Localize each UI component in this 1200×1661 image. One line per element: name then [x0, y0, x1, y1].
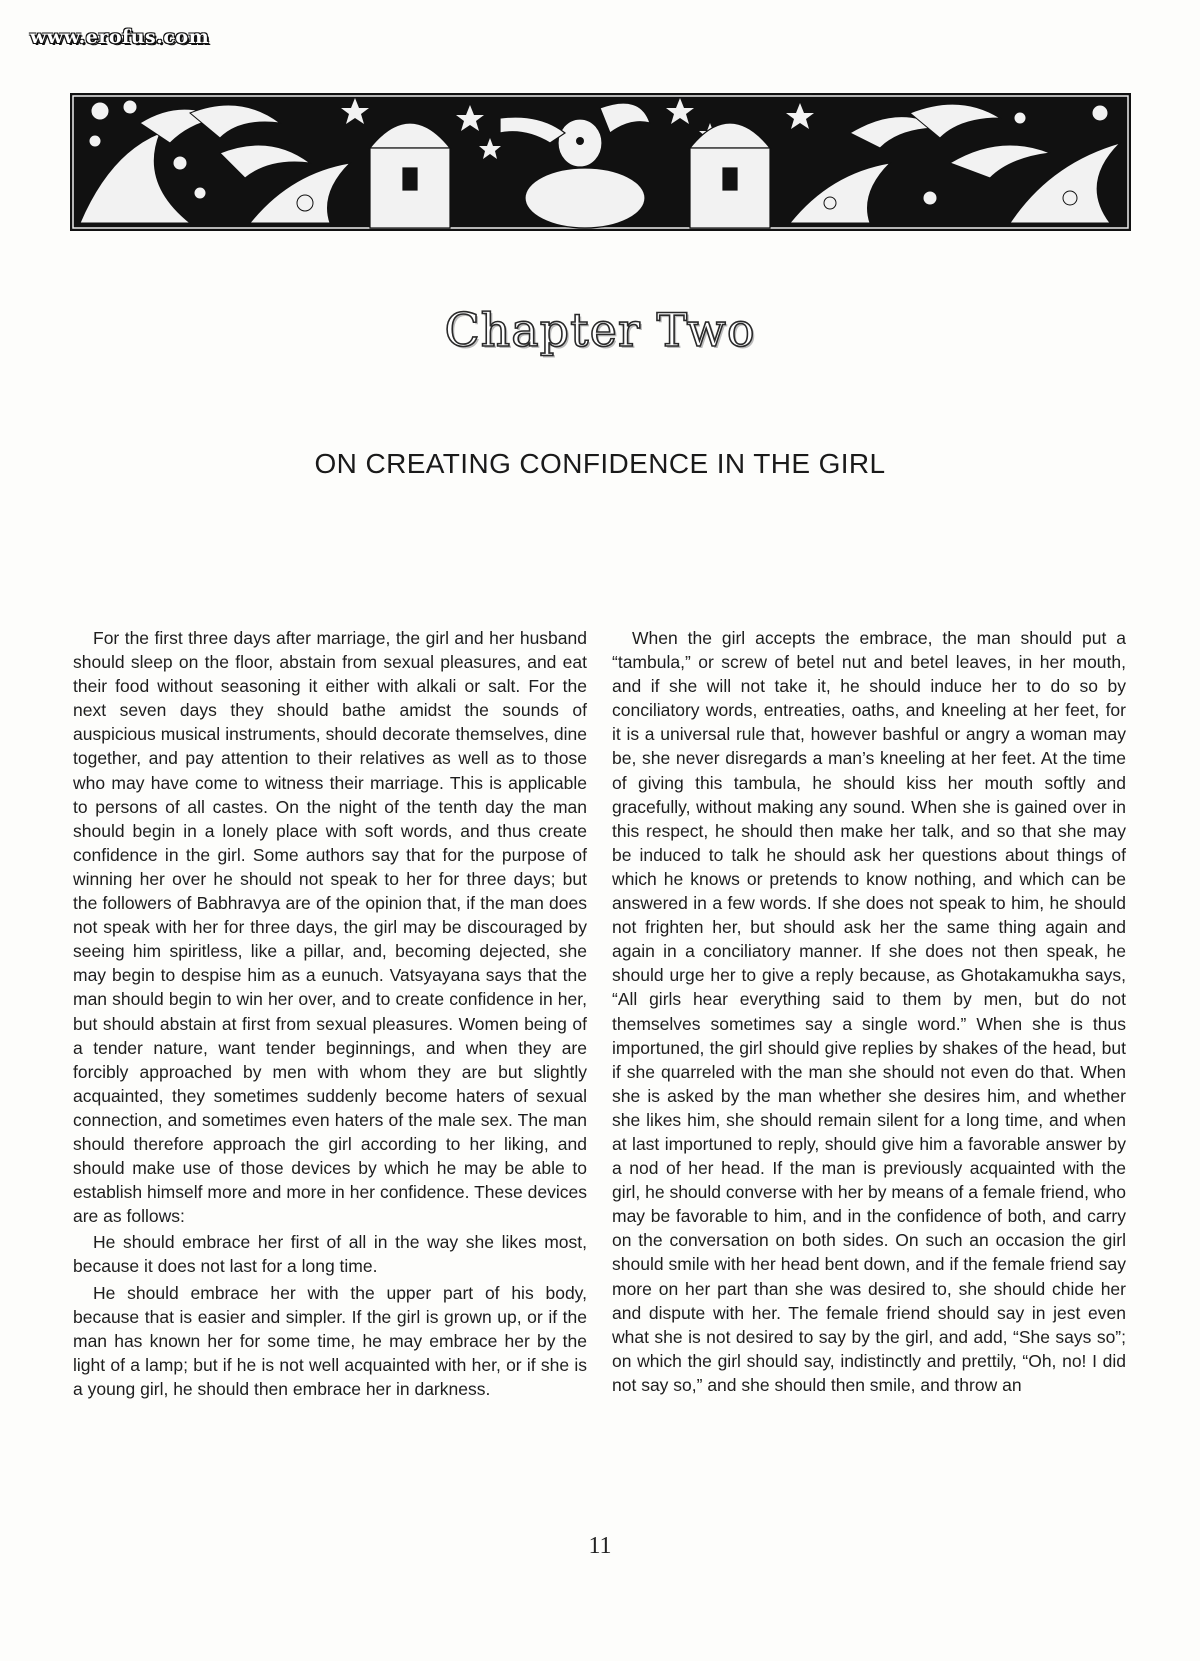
- paragraph: He should embrace her with the upper part of his body, because that is easier and simpler. If the girl is grown up, or if the man has known her for some time, he may embrace her by the light of a lamp; but if he is not well acquainted with her, or if she is a young girl, he should then embrace her in darkness.: [73, 1282, 587, 1399]
- right-column: [612, 626, 1126, 1399]
- paragraph: When the girl accepts the embrace, the man should put a “tambula,” or screw of betel nut and betel leaves, in her mouth, and if she will not take it, he should induce her to do so by conciliatory words, entreaties, oaths, and kneeling at her feet, for it is a universal rule that, however bashful or angry a woman may be, she never disregards a man’s kneeling at her feet. At the time of giving this tambula, he should kiss her mouth softly and gracefully, without making any sound. When she is gained over in this respect, he should then make her talk, and so that she may be induced to talk he should ask her questions about things of which he knows or pretends to know nothing, and which can be answered in a few words. If she does not speak to him, he should not frighten her, but should ask her the same thing again and again in a conciliatory manner. If she does not then speak, he should urge her to give a reply because, as Ghotakamukha says, “All girls hear everything said to them by men, but do not themselves sometimes say a single word.” When she is thus importuned, the girl should give replies by shakes of the head, but if she quarreled with the man she should not even do that. When she is asked by the man whether she desires him, and whether she likes him, she should remain silent for a long time, and when at last importuned to reply, should give him a favorable answer by a nod of her head. If the man is previously acquainted with the girl, he should converse with her by means of a female friend, who may be favorable to him, and in the confidence of both, and carry on the conversation on both sides. On such an occasion the girl should smile with her head bent down, and if the female friend say more on her part than she was desired to, she should chide her and dispute with her. The female friend should say in jest even what she is not desired to say by the girl, and add, “She says so”; on which the girl should say, indistinctly and prettily, “Oh, no! I did not say so,” and she should then smile, and throw an: [612, 628, 1126, 1395]
- left-column: [73, 626, 587, 1403]
- chapter-heading: Chapter Two: [444, 303, 756, 357]
- chapter-title: ON CREATING CONFIDENCE IN THE GIRL: [314, 448, 886, 479]
- decorative-banner: [70, 93, 1131, 231]
- paragraph: For the first three days after marriage, the girl and her husband should sleep on the floor, abstain from sexual pleasures, and eat their food without seasoning it either with alkali or salt. For the next seven days they should bathe amidst the sounds of auspicious musical instruments, should decorate themselves, dine together, and pay attention to their relatives as well as to those who may have come to witness their marriage. This is applicable to persons of all castes. On the night of the tenth day the man should begin in a lonely place with soft words, and thus create confidence in the girl. Some authors say that for the purpose of winning her over he should not speak to her for three days; but the followers of Babhravya are of the opinion that, if the man does not speak with her for three days, the girl may be discouraged by seeing him spiritless, like a pillar, and, becoming dejected, she may begin to despise him as a eunuch. Vatsyayana says that the man should begin to win her over, and to create confidence in her, but should abstain at first from sexual pleasures. Women being of a tender nature, want tender beginnings, and when they are forcibly approached by men with whom they are but slightly acquainted, they sometimes suddenly become haters of sexual connection, and sometimes even haters of the male sex. The man should therefore approach the girl according to her liking, and should make use of those devices by which he may be able to establish himself more and more in her confidence. These devices are as follows:: [73, 628, 587, 1227]
- site-watermark: www.erofus.com: [30, 26, 210, 48]
- page-number: 11: [588, 1533, 612, 1559]
- paragraph: He should embrace her first of all in the way she likes most, because it does not last for a long time.: [73, 1232, 587, 1277]
